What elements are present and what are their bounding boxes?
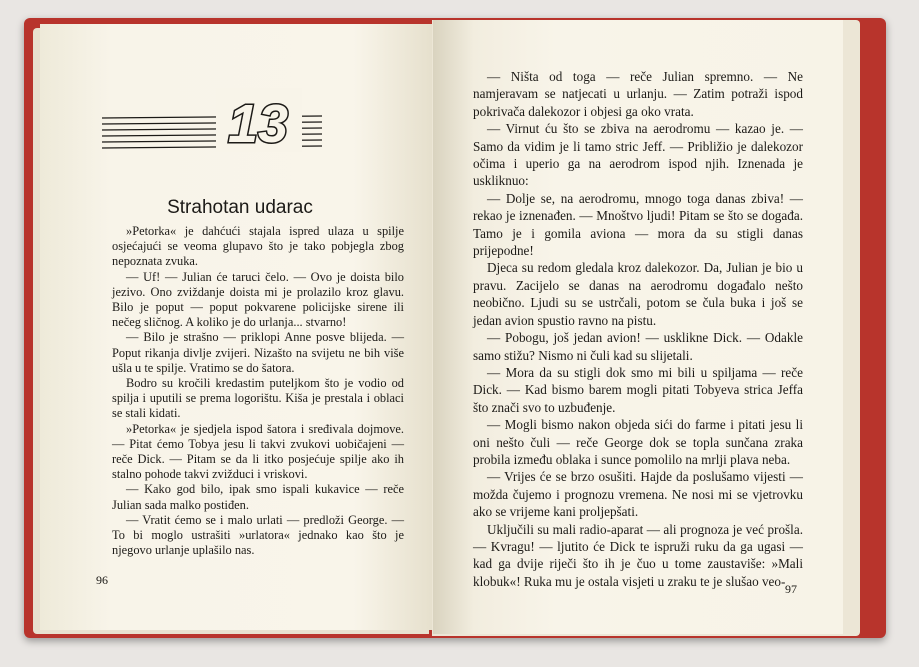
- paragraph: — Mogli bismo nakon objeda sići do farme i pitati jesu li oni nešto čuli — reče George dok se topla sunčana zraka probila između oblaka i sunce pomolilo na mrlji plava neba.: [473, 417, 803, 467]
- paragraph: »Petorka« je dahćući stajala ispred ulaza u spilje osjećajući se veoma glupavo što je tako pobjegla zbog nepoznata zvuka.: [112, 224, 404, 269]
- paragraph: Bodro su kročili kredastim puteljkom što je vodio od spilja i uputili se prema logorištu. Kiša je prestala i oblaci se stali kidati.: [112, 376, 404, 421]
- paragraph: — Bilo je strašno — priklopi Anne posve blijeda. — Poput rikanja divlje zvijeri. Nizašto na svijetu ne bih više ušla u te spilje. Vratimo se do šatora.: [112, 330, 404, 375]
- paragraph: — Pobogu, još jedan avion! — usklikne Dick. — Odakle samo stižu? Nismo ni čuli kad su slijetali.: [473, 330, 803, 363]
- page-number-right: 97: [785, 581, 797, 596]
- left-page: [40, 24, 432, 630]
- paragraph: — Virnut ću što se zbiva na aerodromu — kazao je. — Samo da vidim je li tamo stric Jeff. — Približio je dalekozor očima i uperio ga na aerodrom ispod njih. Iznenada je uskliknuo:: [473, 121, 803, 189]
- chapter-number-badge: [102, 82, 322, 156]
- paragraph: — Dolje se, na aerodromu, mnogo toga danas zbiva! — rekao je iznenađen. — Mnoštvo ljudi! Pitam se što se događa. Tamo je i gomila aviona — mora da su stigli danas prijepodne!: [473, 190, 803, 259]
- paragraph: — Ništa od toga — reče Julian spremno. — Ne namjeravam se natjecati u urlanju. — Zatim potraži ispod pokrivača dalekozor i objesi ga oko vrata.: [473, 69, 803, 119]
- page-number-left: 96: [96, 572, 108, 587]
- paragraph: — Vrijes će se brzo osušiti. Hajde da poslušamo vijesti — možda čujemo i prognozu vremena. Ne nosi mi se vjetrovku ako se vrijeme kani proljepšati.: [473, 469, 803, 520]
- paragraph: — Mora da su stigli dok smo mi bili u spiljama — reče Dick. — Kad bismo barem mogli pitati Tobyeva strica Jeffa što znači svo to uzbuđenje.: [473, 364, 803, 415]
- paragraph: — Kako god bilo, ipak smo ispali kukavice — reče Julian sada malko postiđen.: [112, 482, 404, 512]
- paragraph: »Petorka« je sjedjela ispod šatora i sređivala dojmove. — Pitat ćemo Tobya jesu li takvi zvukovi uobičajeni — reče Dick. — Pitam se da li itko posjećuje spilje ako ih stalno pohode takvi zvižduci i vriskovi.: [112, 421, 404, 482]
- paragraph: Djeca su redom gledala kroz dalekozor. Da, Julian je bio u pravu. Zacijelo se danas na aerodromu događalo nešto neobično. Ljudi su se ustrčali, potom se čula buka i još se jedan avion spustio ravno na pistu.: [473, 260, 803, 328]
- paragraph: Uključili su mali radio-aparat — ali prognoza je već prošla. — Kvragu! — ljutito će Dick te ispruži ruku da ga ugasi — kad ga dvije riječi što ih je čuo u tome zaustaviše: »Mali klobuk«! Ruka mu je ostala visjeti u zraku te je slušao veo-: [473, 521, 803, 589]
- right-page: [433, 20, 843, 634]
- paragraph: — Vratit ćemo se i malo urlati — predloži George. — To bi moglo ustrašiti »urlatora« jednako kao što je njegovo urlanje uplašilo nas.: [112, 512, 404, 558]
- chapter-number: 13: [227, 94, 289, 154]
- paragraph: — Uf! — Julian će taruci čelo. — Ovo je doista bilo jezivo. Ono zviždanje doista mi je prolazilo kroz glavu. Bilo je poput — poput pokvarene policijske sirene ili nečeg sličnog. A koliko je do urlanja... stvarno!: [112, 269, 404, 330]
- chapter-title: Strahotan udarac: [167, 197, 313, 218]
